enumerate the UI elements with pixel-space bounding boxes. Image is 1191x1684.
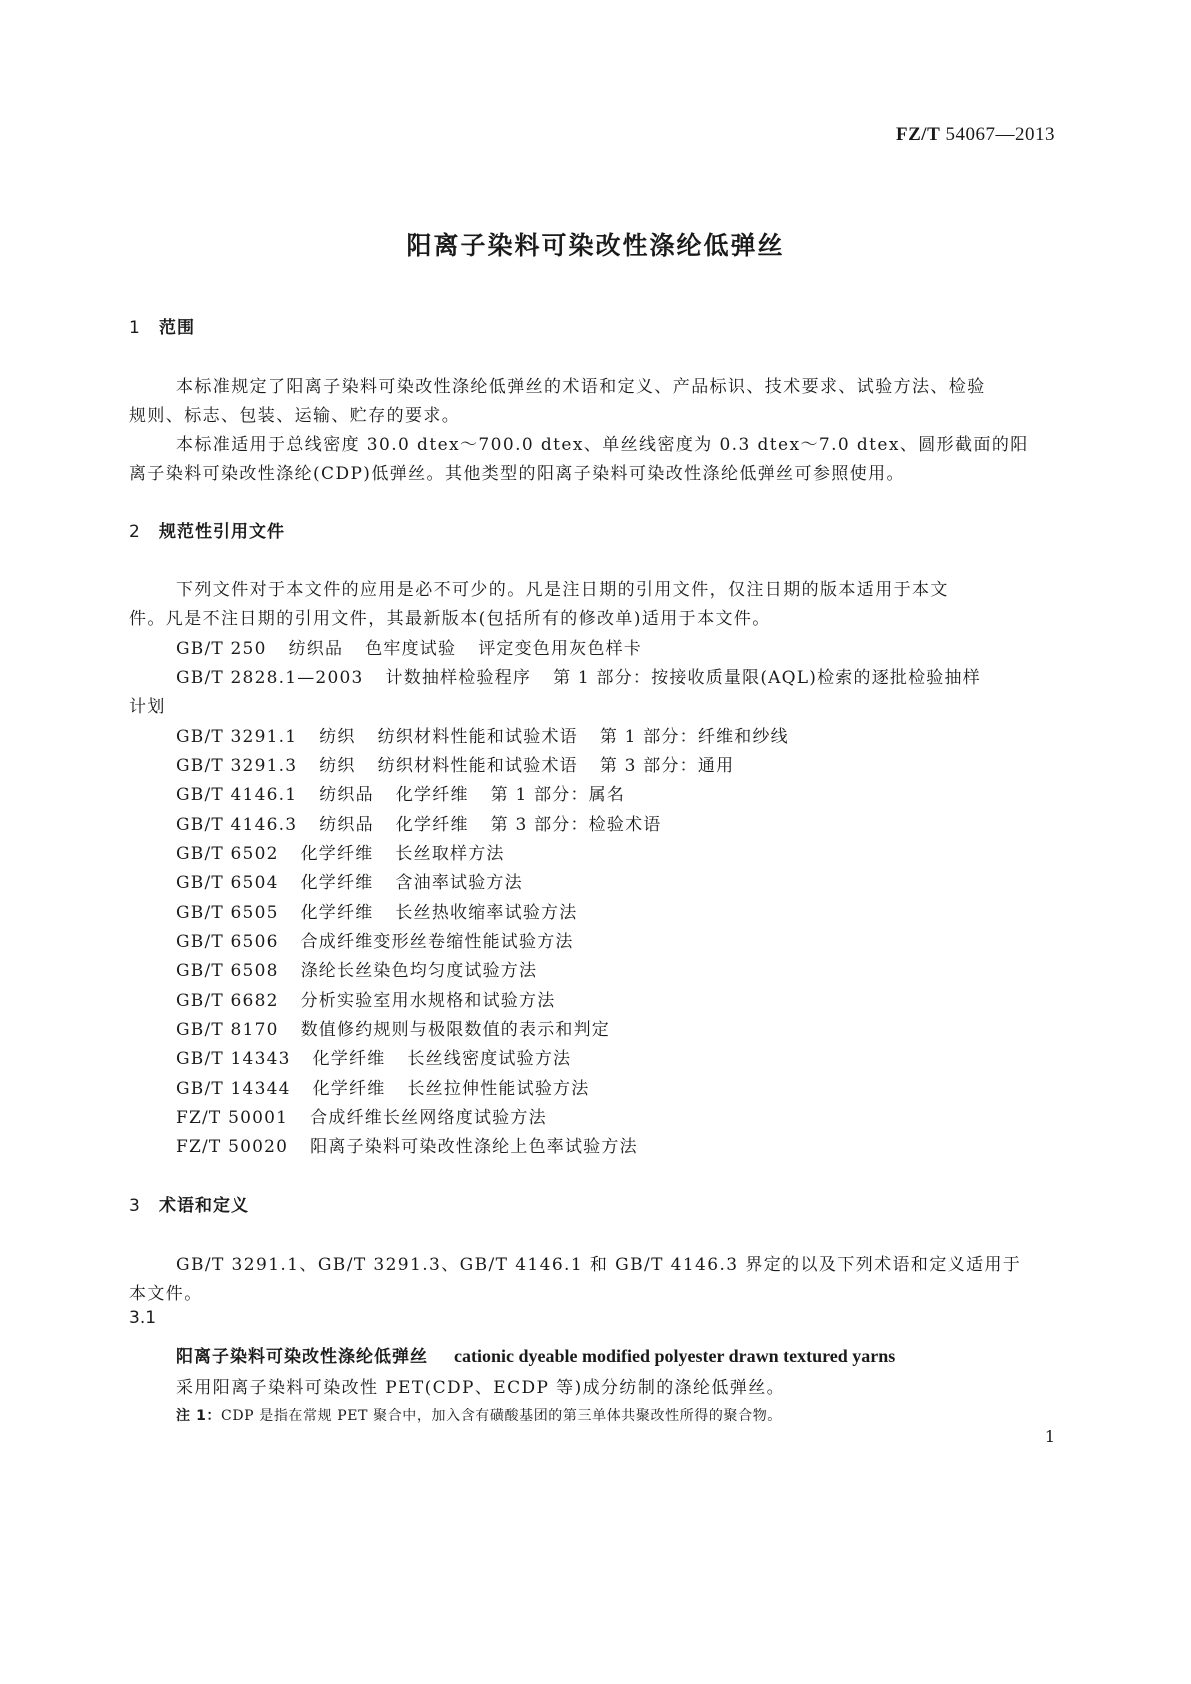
page-number: 1 <box>1044 1427 1055 1446</box>
reference-code: GB/T 3291.3 <box>176 756 298 776</box>
reference-item <box>176 1015 610 1040</box>
reference-part: 长丝线密度试验方法 <box>407 1049 572 1069</box>
term-definition: 采用阳离子染料可染改性 PET(CDP、ECDP 等)成分纺制的涤纶低弹丝。 <box>176 1378 786 1398</box>
section-number: 3 <box>129 1196 141 1216</box>
reference-title: 阳离子染料可染改性涤纶上色率试验方法 <box>310 1137 638 1157</box>
section-1-heading <box>129 313 195 338</box>
reference-sub: 第 3 部分：通用 <box>599 756 735 776</box>
reference-item <box>176 868 523 893</box>
reference-title: 合成纤维变形丝卷缩性能试验方法 <box>300 932 574 952</box>
reference-item <box>176 634 642 659</box>
reference-code: GB/T 14343 <box>176 1049 291 1069</box>
reference-code: FZ/T 50001 <box>176 1108 289 1128</box>
reference-title: 纺织品 <box>288 639 344 659</box>
note-label: 注 1： <box>176 1408 222 1424</box>
reference-item <box>176 780 625 805</box>
reference-part: 长丝取样方法 <box>395 844 505 864</box>
reference-item <box>176 1132 638 1157</box>
reference-item <box>176 722 789 747</box>
reference-part: 纺织材料性能和试验术语 <box>377 727 578 747</box>
reference-code: GB/T 2828.1—2003 <box>176 668 364 688</box>
reference-code: GB/T 8170 <box>176 1020 279 1040</box>
reference-part: 化学纤维 <box>395 815 469 835</box>
reference-code: GB/T 4146.1 <box>176 785 298 805</box>
reference-code: GB/T 250 <box>176 639 267 659</box>
reference-item <box>176 898 577 923</box>
standard-code <box>896 124 1055 146</box>
reference-item <box>176 751 734 776</box>
paragraph-line: 件。凡是不注日期的引用文件，其最新版本(包括所有的修改单)适用于本文件。 <box>129 609 771 629</box>
term-heading <box>176 1342 895 1367</box>
reference-title: 化学纤维 <box>300 903 374 923</box>
reference-title: 分析实验室用水规格和试验方法 <box>300 991 556 1011</box>
reference-sub: 第 1 部分：属名 <box>490 785 626 805</box>
reference-title: 化学纤维 <box>300 844 374 864</box>
reference-title: 纺织品 <box>319 815 374 835</box>
paragraph-line: 规则、标志、包装、运输、贮存的要求。 <box>129 406 461 426</box>
section-3-heading <box>129 1191 249 1216</box>
document-title: 阳离子染料可染改性涤纶低弹丝 <box>406 231 785 260</box>
reference-sub: 第 3 部分：检验术语 <box>490 815 662 835</box>
reference-code: GB/T 6682 <box>176 991 279 1011</box>
paragraph-line: 离子染料可染改性涤纶(CDP)低弹丝。其他类型的阳离子染料可染改性涤纶低弹丝可参照使用。 <box>129 464 905 484</box>
reference-part: 色牢度试验 <box>365 639 457 659</box>
reference-title: 合成纤维长丝网络度试验方法 <box>310 1108 547 1128</box>
paragraph-line: 本标准规定了阳离子染料可染改性涤纶低弹丝的术语和定义、产品标识、技术要求、试验方法、检验 <box>176 377 986 397</box>
reference-item <box>176 927 574 952</box>
section-title: 规范性引用文件 <box>159 522 285 542</box>
reference-item <box>176 956 537 981</box>
reference-item <box>176 1044 571 1069</box>
paragraph-line: 下列文件对于本文件的应用是必不可少的。凡是注日期的引用文件，仅注日期的版本适用于本文 <box>176 580 949 600</box>
reference-code: GB/T 6506 <box>176 932 279 952</box>
reference-title: 化学纤维 <box>312 1049 386 1069</box>
reference-sub: 第 1 部分：纤维和纱线 <box>599 727 789 747</box>
section-number: 2 <box>129 522 141 542</box>
reference-code: GB/T 6508 <box>176 961 279 981</box>
section-2-heading <box>129 517 285 542</box>
reference-title: 数值修约规则与极限数值的表示和判定 <box>300 1020 611 1040</box>
reference-code: GB/T 6505 <box>176 903 279 923</box>
reference-item <box>176 986 555 1011</box>
reference-part: 第 1 部分：按接收质量限(AQL)检索的逐批检验抽样 <box>553 668 981 688</box>
reference-title: 涤纶长丝染色均匀度试验方法 <box>300 961 538 981</box>
reference-code: FZ/T 50020 <box>176 1137 289 1157</box>
reference-item <box>176 663 981 688</box>
standard-number: 54067—2013 <box>945 124 1055 145</box>
reference-item <box>176 1103 547 1128</box>
reference-code: GB/T 4146.3 <box>176 815 298 835</box>
reference-wrap-line: 计划 <box>129 697 166 717</box>
reference-part: 长丝热收缩率试验方法 <box>395 903 578 923</box>
reference-title: 纺织 <box>319 727 356 747</box>
reference-part: 化学纤维 <box>395 785 469 805</box>
reference-code: GB/T 3291.1 <box>176 727 298 747</box>
section-title: 范围 <box>159 318 195 338</box>
term-note <box>176 1405 782 1425</box>
paragraph-line: 本文件。 <box>129 1284 203 1304</box>
reference-sub: 评定变色用灰色样卡 <box>478 639 643 659</box>
reference-item <box>176 839 505 864</box>
term-name-en: cationic dyeable modified polyester drawn textured yarns <box>454 1346 896 1366</box>
reference-code: GB/T 6502 <box>176 844 279 864</box>
reference-title: 纺织 <box>319 756 356 776</box>
term-number: 3.1 <box>129 1308 157 1328</box>
term-name-zh: 阳离子染料可染改性涤纶低弹丝 <box>176 1347 428 1367</box>
reference-title: 化学纤维 <box>312 1079 386 1099</box>
reference-code: GB/T 6504 <box>176 873 279 893</box>
reference-item <box>176 810 661 835</box>
section-number: 1 <box>129 318 141 338</box>
reference-part: 含油率试验方法 <box>395 873 523 893</box>
reference-title: 纺织品 <box>319 785 374 805</box>
paragraph-line: 本标准适用于总线密度 30.0 dtex～700.0 dtex、单丝线密度为 0.3 dtex～7.0 dtex、圆形截面的阳 <box>176 435 1029 455</box>
reference-part: 长丝拉伸性能试验方法 <box>407 1079 590 1099</box>
standard-prefix: FZ/T <box>896 124 941 145</box>
reference-item <box>176 1074 589 1099</box>
reference-title: 化学纤维 <box>300 873 374 893</box>
reference-code: GB/T 14344 <box>176 1079 291 1099</box>
reference-title: 计数抽样检验程序 <box>385 668 532 688</box>
reference-part: 纺织材料性能和试验术语 <box>377 756 578 776</box>
paragraph-line: GB/T 3291.1、GB/T 3291.3、GB/T 4146.1 和 GB/T 4146.3 界定的以及下列术语和定义适用于 <box>176 1255 1022 1275</box>
section-title: 术语和定义 <box>159 1196 249 1216</box>
note-text: CDP 是指在常规 PET 聚合中，加入含有磺酸基团的第三单体共聚改性所得的聚合物。 <box>221 1408 782 1424</box>
